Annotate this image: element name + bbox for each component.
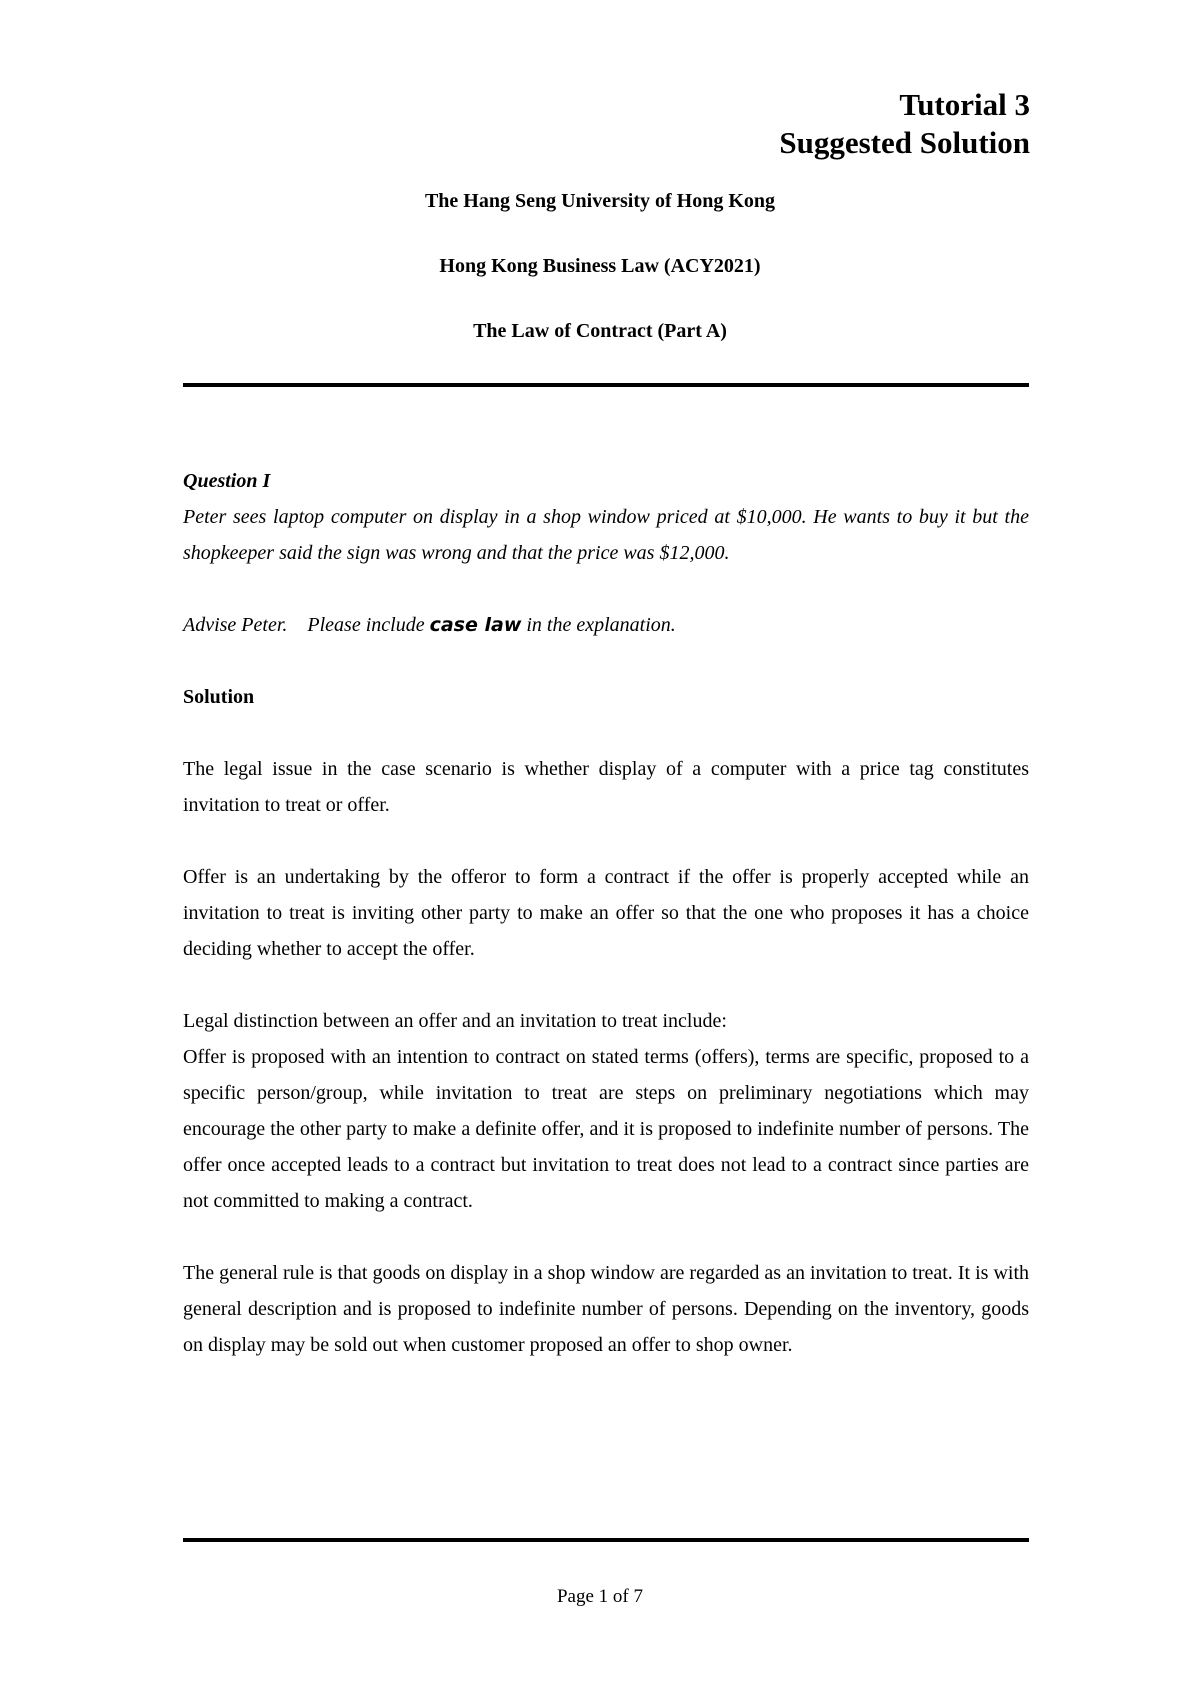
solution-paragraph-3: Offer is proposed with an intention to contract on stated terms (offers), terms are specific, proposed to a specific person/group, while invitation to treat are steps on preliminary negotiations which may encourage the other party to make a definite offer, and it is proposed to indefinite number of persons. The offer once accepted leads to a contract but invitation to treat does not lead to a contract since parties are not committed to making a contract. (183, 1046, 1029, 1212)
question-heading: Question I (183, 470, 271, 492)
case-law-emphasis: case law (429, 614, 522, 636)
advise-suffix: in the explanation. (521, 614, 676, 636)
title-block (779, 86, 1030, 162)
topic-name: The Law of Contract (Part A) (473, 320, 727, 342)
bottom-divider (183, 1538, 1029, 1542)
advise-prefix: Advise Peter. Please include (183, 614, 430, 636)
solution-paragraph-2: Offer is an undertaking by the offeror to form a contract if the offer is properly accepted while an invitation to treat is inviting other party to make an offer so that the one who proposes it has a choice deciding whether to accept the offer. (183, 866, 1029, 960)
question-text: Peter sees laptop computer on display in a shop window priced at $10,000. He wants to buy it but the shopkeeper said the sign was wrong and that the price was $12,000. (183, 506, 1029, 564)
solution-paragraph-1: The legal issue in the case scenario is whether display of a computer with a price tag constitutes invitation to treat or offer. (183, 758, 1029, 816)
solution-paragraph-3-intro: Legal distinction between an offer and an invitation to treat include: (183, 1010, 727, 1032)
advise-line (183, 607, 1029, 643)
course-name: Hong Kong Business Law (ACY2021) (439, 255, 761, 277)
document-body (183, 463, 1029, 1363)
solution-heading: Solution (183, 686, 255, 708)
top-divider (183, 383, 1029, 387)
solution-subtitle: Suggested Solution (779, 125, 1030, 160)
tutorial-title: Tutorial 3 (899, 87, 1030, 122)
university-name: The Hang Seng University of Hong Kong (424, 190, 776, 212)
page-footer (0, 1586, 1200, 1608)
solution-paragraph-4: The general rule is that goods on display in a shop window are regarded as an invitation to treat. It is with general description and is proposed to indefinite number of persons. Depending on the inventory, goods on display may be sold out when customer proposed an offer to shop owner. (183, 1262, 1029, 1356)
page-number: Page 1 of 7 (556, 1586, 643, 1607)
